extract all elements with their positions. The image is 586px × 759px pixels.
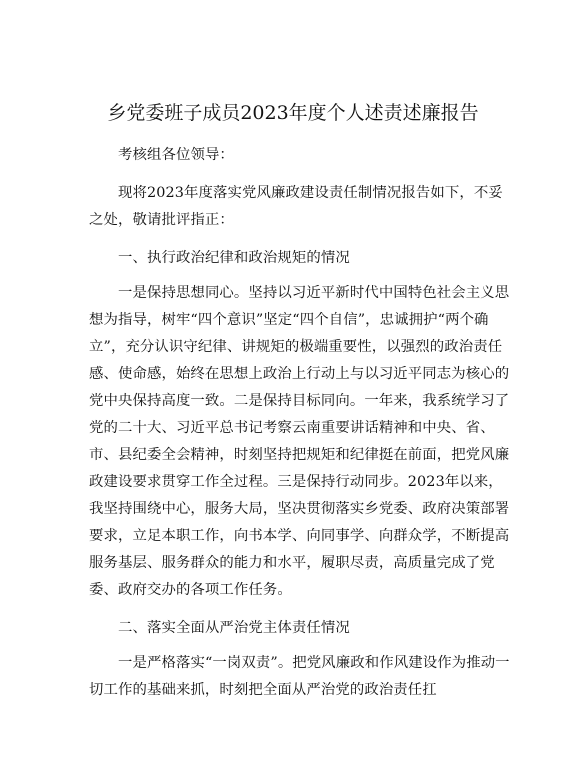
- document-title: 乡党委班子成员2023年度个人述责述廉报告: [107, 102, 479, 124]
- section-heading-2: 二、落实全面从严治党主体责任情况: [118, 620, 350, 636]
- intro-paragraph: 现将2023年度落实党风廉政建设责任制情况报告如下，不妥之处，敬请批评指正：: [89, 185, 503, 228]
- section-paragraph-1: 一是保持思想同心。坚持以习近平新时代中国特色社会主义思想为指导，树牢“四个意识”坚定“四个自信”，忠诚拥护“两个确立”，充分认识守纪律、讲规矩的极端重要性，以强烈的政治责任感、使命感，始终在思想上政治上行动上与以习近平同志为核心的党中央保持高度一致。二是保持目标同向。一年来，我系统学习了党的二十大、习近平总书记考察云南重要讲话精神和中央、省、市、县纪委全会精神，时刻坚持把规矩和纪律挺在前面，把党风廉政建设要求贯穿工作全过程。三是保持行动同步。2023年以来，我坚持围绕中心，服务大局，坚决贯彻落实乡党委、政府决策部署要求，立足本职工作，向书本学、向同事学、向群众学，不断提高服务基层、服务群众的能力和水平，履职尽责，高质量完成了党委、政府交办的各项工作任务。: [89, 285, 510, 598]
- salutation: 考核组各位领导：: [118, 147, 234, 163]
- document-body: [89, 142, 514, 704]
- section-paragraph-2: 一是严格落实“一岗双责”。把党风廉政和作风建设作为推动一切工作的基础来抓，时刻把全面从严治党的政治责任扛: [89, 655, 510, 698]
- section-heading-1: 一、执行政治纪律和政治规矩的情况: [118, 250, 350, 266]
